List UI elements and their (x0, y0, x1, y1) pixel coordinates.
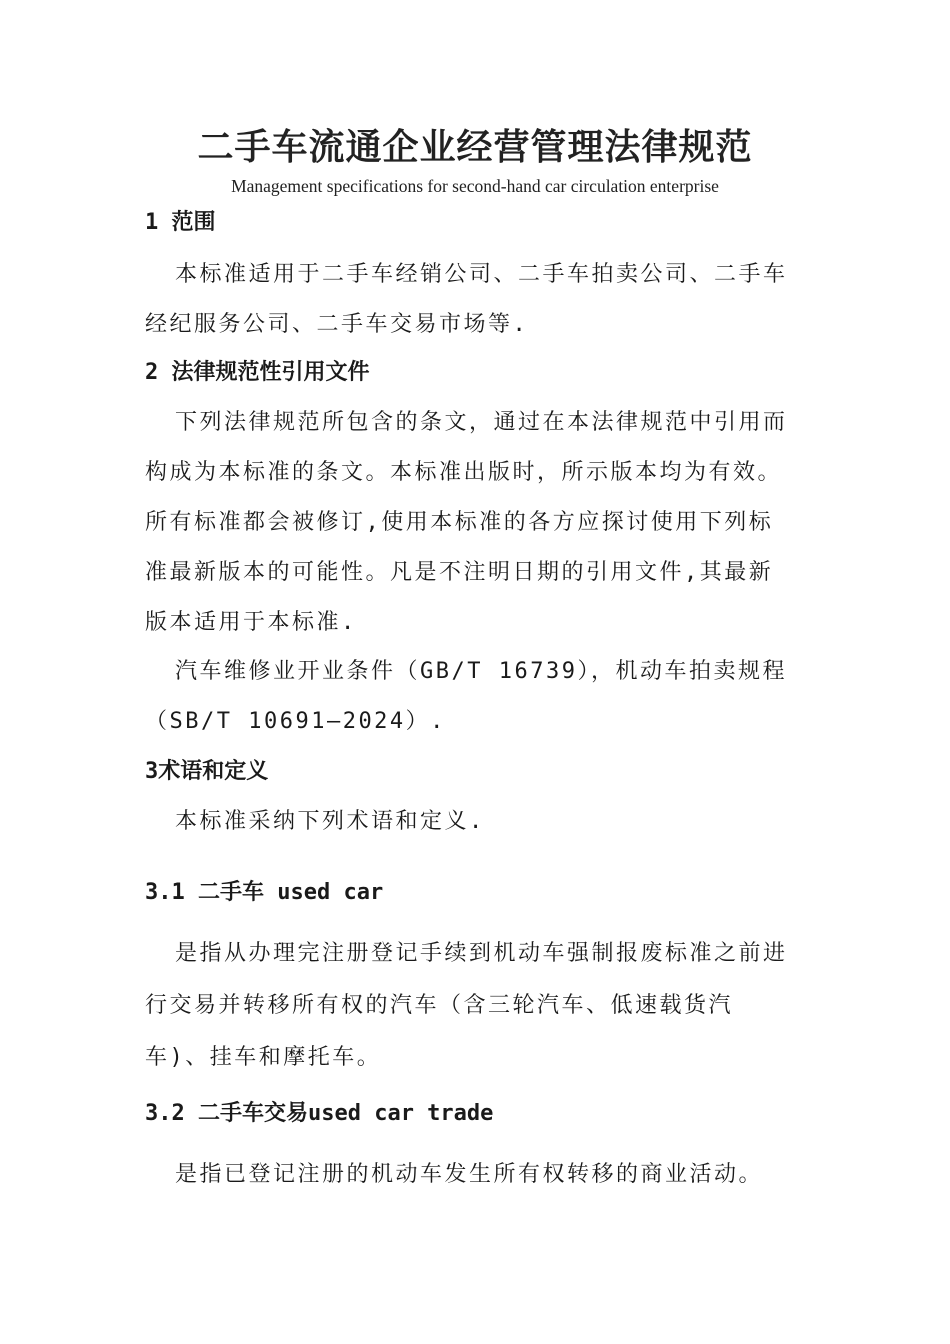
section-2-paragraph-2: 汽车维修业开业条件（GB/T 16739），机动车拍卖规程（SB/T 10691—2024）. (145, 659, 787, 734)
document-title: 二手车流通企业经营管理法律规范 (197, 126, 753, 168)
section-2-paragraph-1: 下列法律规范所包含的条文，通过在本法律规范中引用而构成为本标准的条文。本标准出版时，所示版本均为有效。所有标准都会被修订,使用本标准的各方应探讨使用下列标准最新版本的可能性。凡是不注明日期的引用文件,其最新版本适用于本标准. (145, 410, 788, 635)
section-3-1-heading: 3.1 二手车 used car (145, 880, 384, 905)
section-2-heading: 2 法律规范性引用文件 (145, 360, 370, 385)
section-3-1-paragraph: 是指从办理完注册登记手续到机动车强制报废标准之前进行交易并转移所有权的汽车（含三轮汽车、低速载货汽车)、挂车和摩托车。 (145, 941, 788, 1070)
section-3-paragraph: 本标准采纳下列术语和定义. (175, 809, 485, 834)
section-3-2-heading: 3.2 二手车交易used car trade (145, 1101, 494, 1126)
section-3-2-paragraph: 是指已登记注册的机动车发生所有权转移的商业活动。 (175, 1162, 764, 1187)
section-1-paragraph: 本标准适用于二手车经销公司、二手车拍卖公司、二手车经纪服务公司、二手车交易市场等. (145, 262, 788, 337)
section-1-heading: 1 范围 (145, 210, 216, 235)
document-subtitle: Management specifications for second-hand car circulation enterprise (231, 176, 719, 196)
section-3-heading: 3术语和定义 (145, 759, 269, 784)
